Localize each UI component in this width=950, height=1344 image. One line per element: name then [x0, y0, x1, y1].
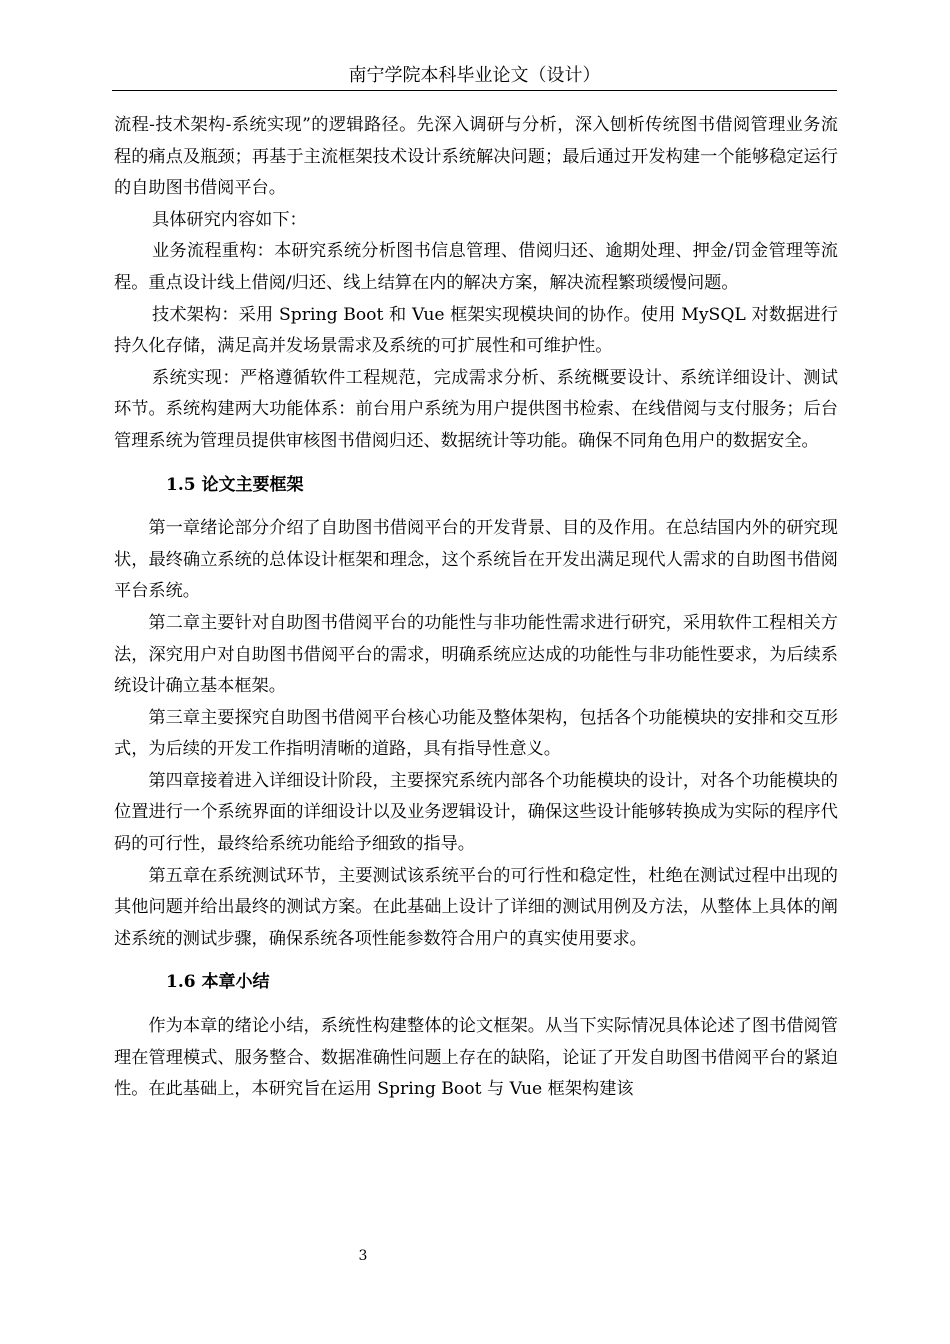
paragraph-chapter-4: 第四章接着进入详细设计阶段，主要探究系统内部各个功能模块的设计，对各个功能模块的位置进行一个系统界面的详细设计以及业务逻辑设计，确保这些设计能够转换成为实际的程序代码的可行性，最终给系统功能给予细致的指导。	[114, 770, 838, 855]
paragraph-business-process: 业务流程重构：本研究系统分析图书信息管理、借阅归还、逾期处理、押金/罚金管理等流程。重点设计线上借阅/归还、线上结算在内的解决方案，解决流程繁琐缓慢问题。	[114, 241, 838, 293]
paragraph-research-content-intro: 具体研究内容如下：	[152, 209, 307, 230]
paragraph-continued: 流程-技术架构-系统实现”的逻辑路径。先深入调研与分析，深入刨析传统图书借阅管理业务流程的痛点及瓶颈；再基于主流框架技术设计系统解决问题；最后通过开发构建一个能够稳定运行的自助图书借阅平台。	[114, 115, 838, 199]
header-rule	[112, 90, 837, 91]
section-heading-1-6: 1.6 本章小结	[166, 972, 270, 993]
document-body	[114, 110, 838, 1106]
paragraph-chapter-2: 第二章主要针对自助图书借阅平台的功能性与非功能性需求进行研究，采用软件工程相关方法，深究用户对自助图书借阅平台的需求，明确系统应达成的功能性与非功能性要求，为后续系统设计确立基本框架。	[114, 612, 838, 697]
page-header: 南宁学院本科毕业论文（设计）	[348, 65, 601, 86]
paragraph-chapter-3: 第三章主要探究自助图书借阅平台核心功能及整体架构，包括各个功能模块的安排和交互形式，为后续的开发工作指明清晰的道路，具有指导性意义。	[114, 707, 838, 760]
paragraph-chapter-5: 第五章在系统测试环节，主要测试该系统平台的可行性和稳定性，杜绝在测试过程中出现的其他问题并给出最终的测试方案。在此基础上设计了详细的测试用例及方法，从整体上具体的阐述系统的测试步骤，确保系统各项性能参数符合用户的真实使用要求。	[114, 865, 838, 949]
paragraph-chapter-summary: 作为本章的绪论小结，系统性构建整体的论文框架。从当下实际情况具体论述了图书借阅管理在管理模式、服务整合、数据准确性问题上存在的缺陷，论证了开发自助图书借阅平台的紧迫性。在此基础上，本研究旨在运用 Spring Boot 与 Vue 框架构建该	[114, 1016, 838, 1100]
paragraph-system-implementation: 系统实现：严格遵循软件工程规范，完成需求分析、系统概要设计、系统详细设计、测试环节。系统构建两大功能体系：前台用户系统为用户提供图书检索、在线借阅与支付服务；后台管理系统为管理员提供审核图书借阅归还、数据统计等功能。确保不同角色用户的数据安全。	[114, 367, 838, 451]
page-number: 3	[358, 1248, 368, 1264]
paragraph-chapter-1: 第一章绪论部分介绍了自助图书借阅平台的开发背景、目的及作用。在总结国内外的研究现状，最终确立系统的总体设计框架和理念，这个系统旨在开发出满足现代人需求的自助图书借阅平台系统。	[114, 518, 838, 602]
paragraph-tech-architecture: 技术架构：采用 Spring Boot 和 Vue 框架实现模块间的协作。使用 MySQL 对数据进行持久化存储，满足高并发场景需求及系统的可扩展性和可维护性。	[114, 304, 838, 357]
section-heading-1-5: 1.5 论文主要框架	[166, 474, 304, 495]
